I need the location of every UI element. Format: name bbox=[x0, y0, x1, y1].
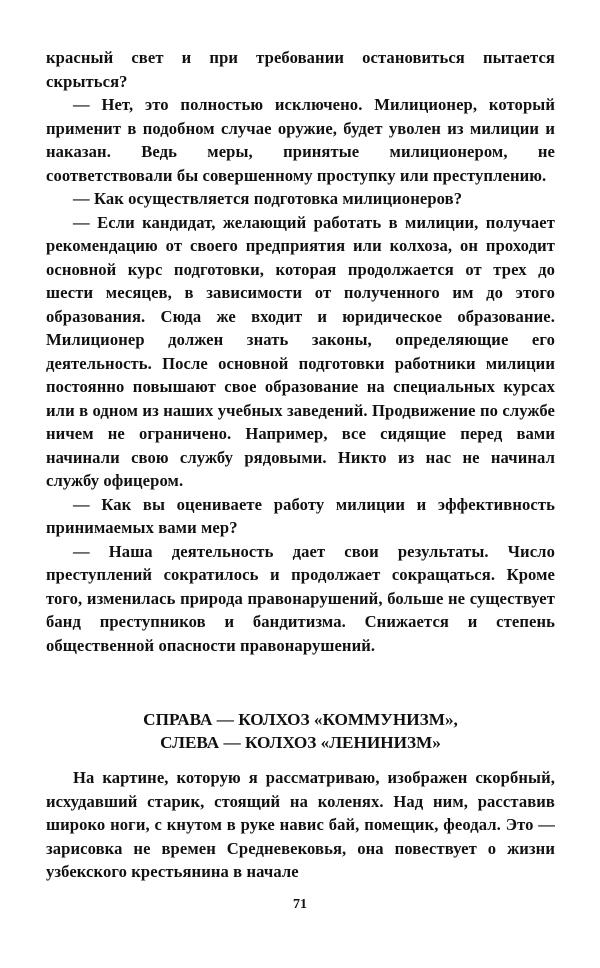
paragraph-6: — Наша деятельность дает свои результаты. Число преступлений сократилось и продолжает сокращаться. Кроме того, изменилась природа правонарушений, больше не существует банд преступников и бандитизма. Снижается и степень общественной опасности правонарушений. bbox=[46, 541, 555, 655]
paragraph-1: красный свет и при требовании остановиться пытается скрыться? bbox=[46, 48, 555, 91]
interview-text bbox=[46, 46, 555, 657]
section-heading-line-2: СЛЕВА — КОЛХОЗ «ЛЕНИНИЗМ» bbox=[160, 733, 441, 752]
paragraph-5: — Как вы оцениваете работу милиции и эффективность принимаемых вами мер? bbox=[46, 494, 555, 537]
section-heading-line-1: СПРАВА — КОЛХОЗ «КОММУНИЗМ», bbox=[143, 710, 458, 729]
page-number: 71 bbox=[293, 897, 307, 912]
section-body bbox=[46, 766, 555, 884]
section-paragraph: На картине, которую я рассматриваю, изображен скорбный, исхудавший старик, стоящий на коленях. Над ним, расставив широко ноги, с кнутом в руке навис бай, помещик, феодал. Это — зарисовка не времен Средневековья, она повествует о жизни узбекского крестьянина в начале bbox=[46, 768, 555, 881]
paragraph-2: — Нет, это полностью исключено. Милиционер, который применит в подобном случае оружие, будет уволен из милиции и наказан. Ведь меры, принятые милиционером, не соответствовали бы совершенному проступку или преступлению. bbox=[46, 95, 555, 185]
paragraph-4: — Если кандидат, желающий работать в милиции, получает рекомендацию от своего предприятия или колхоза, он проходит основной курс подготовки, которая продолжается от трех до шести месяцев, в зависимости от полученного им до этого образования. Сюда же входит и юридическое образование. Милиционер должен знать законы, определяющие его деятельность. После основной подготовки работники милиции постоянно повышают свое образование на специальных курсах или в одном из наших учебных заведений. Продвижение по службе ничем не ограничено. Например, все сидящие перед вами начинали свою службу рядовыми. Никто из нас не начинал службу офицером. bbox=[46, 212, 555, 490]
paragraph-3: — Как осуществляется подготовка милиционеров? bbox=[73, 189, 463, 208]
section-heading bbox=[46, 708, 555, 754]
